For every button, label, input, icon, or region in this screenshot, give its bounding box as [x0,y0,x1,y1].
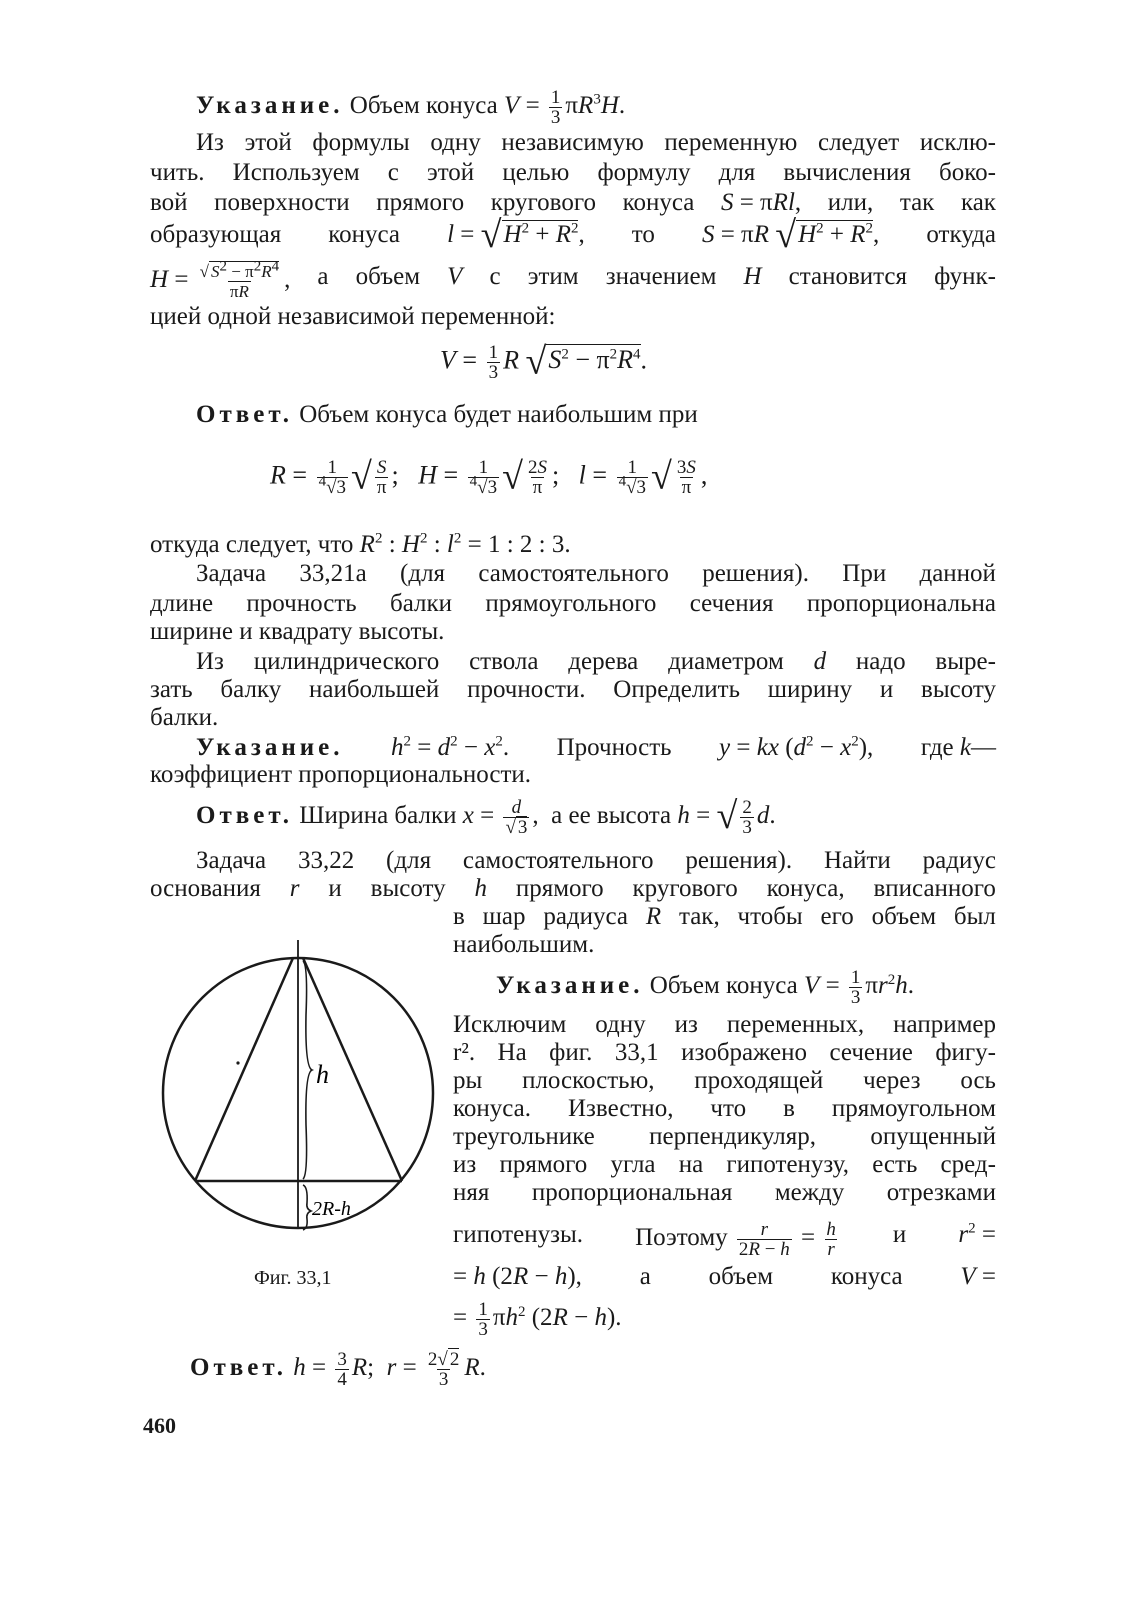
para3-line-2: r². На фиг. 33,1 изображено сечение фигу- [453,1039,996,1066]
hint2-line: Указание. $h^2 = d^2 - x^2$. Прочность y = kx $(d^2 - x^2)$, где k— [196,733,996,761]
problem3-line-1: Задача 33,22 (для самостоятельного решения). Найти радиус [196,847,996,874]
problem2-line-2: длине прочность балки прямоугольного сечения пропорциональна [150,590,996,617]
para3-line-3: ры плоскостью, проходящей через ось [453,1067,996,1094]
brace-2rh [303,1185,311,1230]
problem2-line-3: ширине и квадрату высоты. [150,618,445,645]
para3-line-6: из прямого угла на гипотенузу, есть сред- [453,1151,996,1178]
label-2rh: 2R-h [312,1198,351,1220]
para3-line-9: = h (2R − h), а объем конуса V = [453,1263,996,1290]
para1-line-6: цией одной независимой переменной: [150,303,556,330]
problem3-line-3: в шар радиуса R так, чтобы его объем был [453,903,996,930]
formula-rhl: R = $\frac{1}{^4√3}$ √ $\frac{S}{\pi}$ ; H = $\frac{1}{^4√3}$ √ $\frac{2S}{\pi}$ ; l = $\frac{1}{^4√3}$ √ $\frac{3S}{\pi}$ , [270,455,708,498]
answer2-line: Ответ. Ширина балки x = $\frac{d}{√ 3}$ , а ее высота h = √ $\frac{2}{3}$ d. [196,795,776,838]
problem3-line-4: наибольшим. [453,931,595,958]
hint2-label: Указание. [196,734,344,761]
para3-line-1: Исключим одну из переменных, например [453,1011,996,1038]
dot-mark [236,1061,239,1064]
ratio-line: откуда следует, что $R^2$ : $H^2$ : $l^2 = 1$ : 2 : 3. [150,530,571,558]
hint3-line: Указание. Объем конуса V = $\frac{1}{3}$ $\pi r^2h$. [496,967,915,1008]
hint1-label: Указание. [196,92,344,120]
problem2-line-1: Задача 33,21а (для самостоятельного решения). При данной [196,560,996,587]
answer2-label: Ответ. [196,802,293,830]
para2-line-2: зать балку наибольшей прочности. Определить ширину и высоту [150,676,996,703]
para2-line-1: Из цилиндрического ствола дерева диаметром d надо выре- [196,648,996,675]
para3-line-10: = $\frac{1}{3}$ $\pi h^2$ (2R − h). [453,1299,622,1340]
answer1-text: Объем конуса будет наибольшим при [299,401,698,428]
answer1-label: Ответ. [196,401,293,428]
para3-line-4: конуса. Известно, что в прямоугольном [453,1095,996,1122]
para1-line-3: вой поверхности прямого кругового конуса S = πRl, или, так как [150,189,996,216]
hint1-line [196,88,625,127]
para1-line-4: образующая конуса $l = √H^2 + R^2$, то S = πR $√H^2 + R^2$, откуда [150,214,996,256]
problem3-line-2: основания r и высоту h прямого кругового конуса, вписанного [150,875,996,902]
hint2-cont: коэффициент пропорциональности. [150,761,532,788]
para1-line-2: чить. Используем с этой целью формулу для вычисления боко- [150,159,996,186]
label-h: h [316,1060,329,1089]
hint1-text: Объем конуса V = $\frac{1}{3}$ $\pi R^3H$. [349,87,626,128]
para1-line-5: H = $\frac{√ S^2 - \pi^2R^4}{\pi R}$ , а объем V с этим значением H становится функ- [150,258,996,301]
answer3-label: Ответ. [190,1354,287,1382]
para3-line-5: треугольнике перпендикуляр, опущенный [453,1123,996,1150]
answer1-line [196,400,698,430]
figure-caption: Фиг. 33,1 [254,1267,332,1289]
para2-line-3: балки. [150,704,219,731]
answer3-line: Ответ. h = $\frac{3}{4}$ R; r = $\frac{2√ 2}{3}$ R. [190,1349,486,1390]
figure-cone-in-sphere [150,935,440,1235]
brace-h [303,961,312,1179]
hint3-label: Указание. [496,972,644,1000]
page-number: 460 [143,1413,176,1438]
para3-line-7: няя пропорциональная между отрезками [453,1179,996,1206]
para1-line-1: Из этой формулы одну независимую переменную следует исклю- [196,129,996,156]
para3-line-8: гипотенузы. Поэтому $\frac{r}{2R - h}$ = $\frac{h}{r}$ и $r^2$ = [453,1219,996,1260]
formula-v: V = $\frac{1}{3}$ R $√S^2 - \pi^2R^4$. [440,340,647,383]
